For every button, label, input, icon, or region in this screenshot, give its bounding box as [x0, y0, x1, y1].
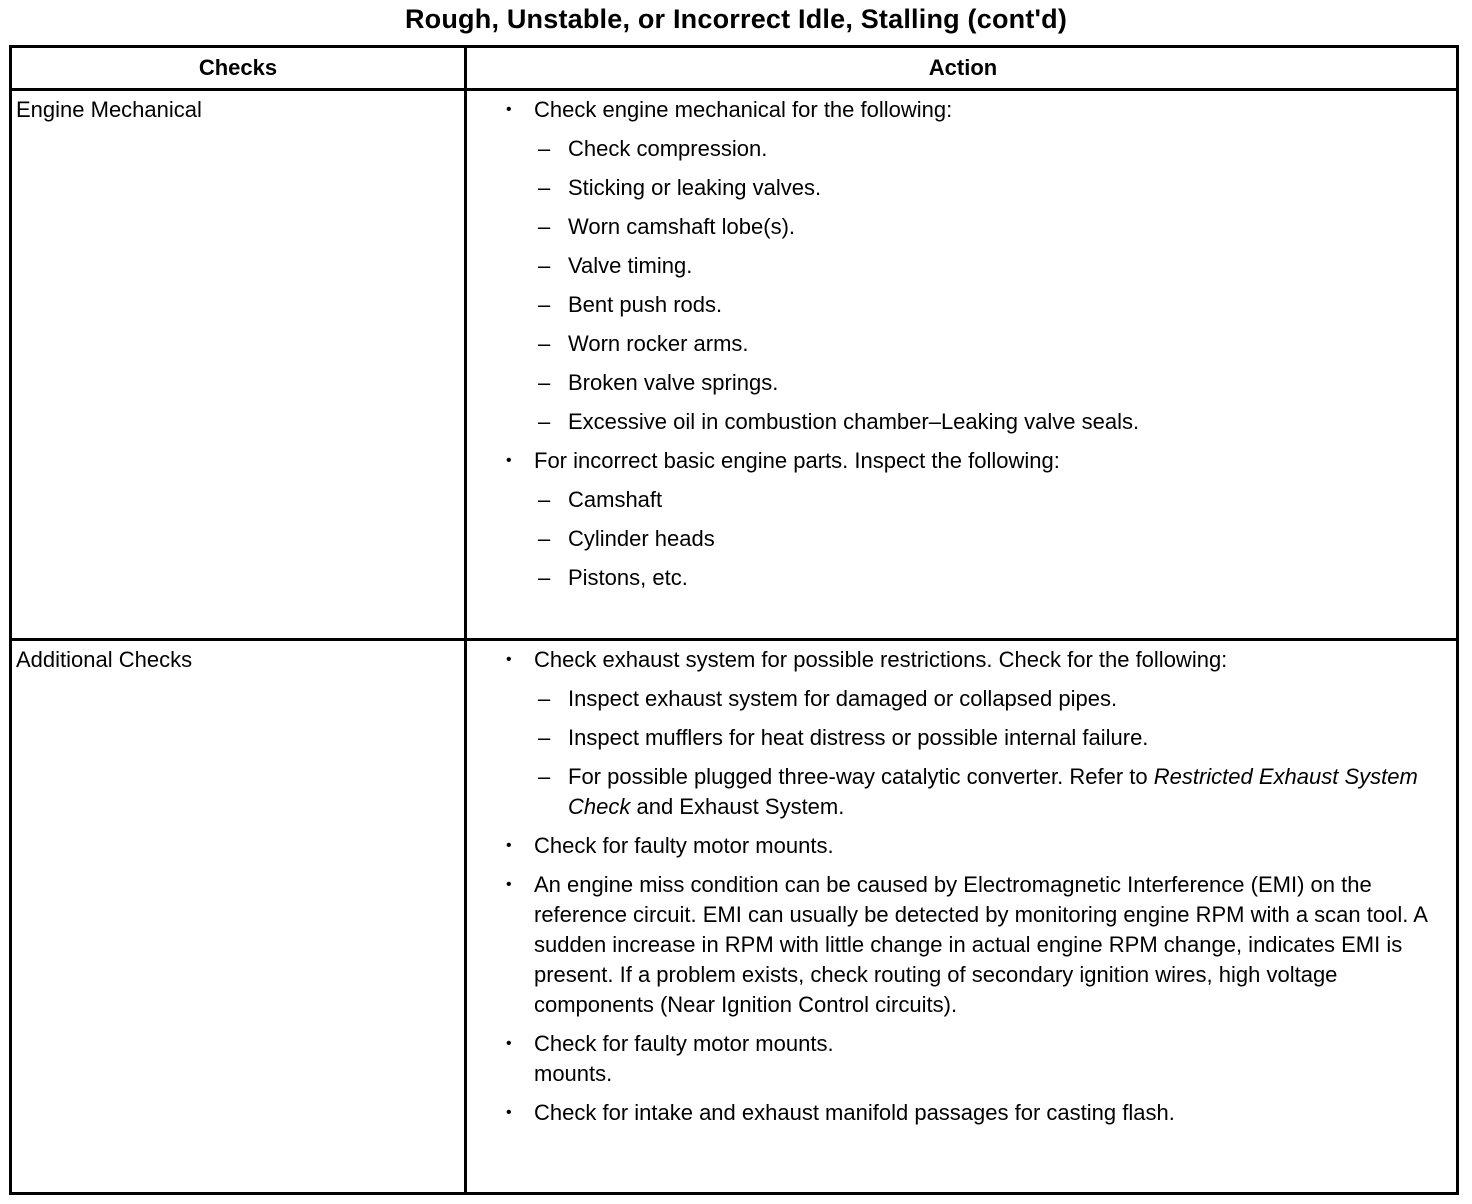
list-item: • Check exhaust system for possible restrictions. Check for the following: [502, 645, 1452, 675]
list-item: – Worn camshaft lobe(s). [502, 212, 1452, 242]
bullet-mark: • [506, 1104, 512, 1121]
bullet-mark: • [506, 876, 512, 893]
bullet-mark: • [506, 101, 512, 118]
page-title: Rough, Unstable, or Incorrect Idle, Stalling (cont'd) [404, 4, 1068, 34]
column-divider [464, 48, 467, 1192]
dash-mark: – [538, 175, 551, 200]
checks-action-table [9, 45, 1459, 1195]
dash-mark: – [538, 136, 551, 161]
header-checks: Checks [198, 55, 278, 80]
header-action: Action [928, 55, 998, 80]
list-item: – Inspect exhaust system for damaged or collapsed pipes. [502, 684, 1452, 714]
bullet-mark: • [506, 1035, 512, 1052]
bullet-mark: • [506, 651, 512, 668]
action-list-additional-checks [502, 645, 1452, 1128]
list-item: – Valve timing. [502, 251, 1452, 281]
action-list-engine-mechanical [502, 95, 1452, 593]
reference-link-text: Restricted Exhaust System Check [568, 764, 1418, 819]
list-item: • Check for intake and exhaust manifold passages for casting flash. [502, 1098, 1452, 1128]
dash-mark: – [538, 253, 551, 278]
dash-mark: – [538, 487, 551, 512]
dash-mark: – [538, 409, 551, 434]
list-item: – For possible plugged three-way catalytic converter. Refer to Restricted Exhaust System Check and Exhaust System. [538, 764, 1418, 819]
bullet-mark: • [506, 837, 512, 854]
dash-mark: – [538, 526, 551, 551]
dash-mark: – [538, 565, 551, 590]
table-header-row [12, 48, 1456, 91]
list-item: – Inspect mufflers for heat distress or possible internal failure. [502, 723, 1452, 753]
list-item: – Camshaft [502, 485, 1452, 515]
list-item: • Check for faulty motor mounts. [502, 831, 1452, 861]
dash-mark: – [538, 764, 551, 789]
dash-mark: – [538, 331, 551, 356]
list-item: – Broken valve springs. [502, 368, 1452, 398]
list-item: – Sticking or leaking valves. [502, 173, 1452, 203]
bullet-mark: • [506, 452, 512, 469]
list-item: – Check compression. [502, 134, 1452, 164]
list-item: – Pistons, etc. [502, 563, 1452, 593]
list-item: • For incorrect basic engine parts. Inspect the following: [502, 446, 1452, 476]
list-item: – Worn rocker arms. [502, 329, 1452, 359]
list-item: – Cylinder heads [502, 524, 1452, 554]
dash-mark: – [538, 686, 551, 711]
list-item: – Bent push rods. [502, 290, 1452, 320]
check-additional-checks: Additional Checks [16, 647, 193, 672]
list-item: • An engine miss condition can be caused by Electromagnetic Interference (EMI) on the reference circuit. EMI can usually be detected by monitoring engine RPM with a scan tool. A sudden increase in RPM with little change in actual engine RPM change, indicates EMI is present. If a problem exists, check routing of secondary ignition wires, high voltage components (Near Ignition Control circuits). [506, 872, 1427, 1017]
dash-mark: – [538, 214, 551, 239]
list-item: – Excessive oil in combustion chamber–Leaking valve seals. [502, 407, 1452, 437]
check-engine-mechanical: Engine Mechanical [16, 97, 202, 122]
dash-mark: – [538, 725, 551, 750]
list-item: • Check for faulty motor mounts. mounts. [506, 1031, 834, 1086]
dash-mark: – [538, 370, 551, 395]
list-item: • Check engine mechanical for the following: [502, 95, 1452, 125]
dash-mark: – [538, 292, 551, 317]
row-divider [12, 638, 1456, 641]
